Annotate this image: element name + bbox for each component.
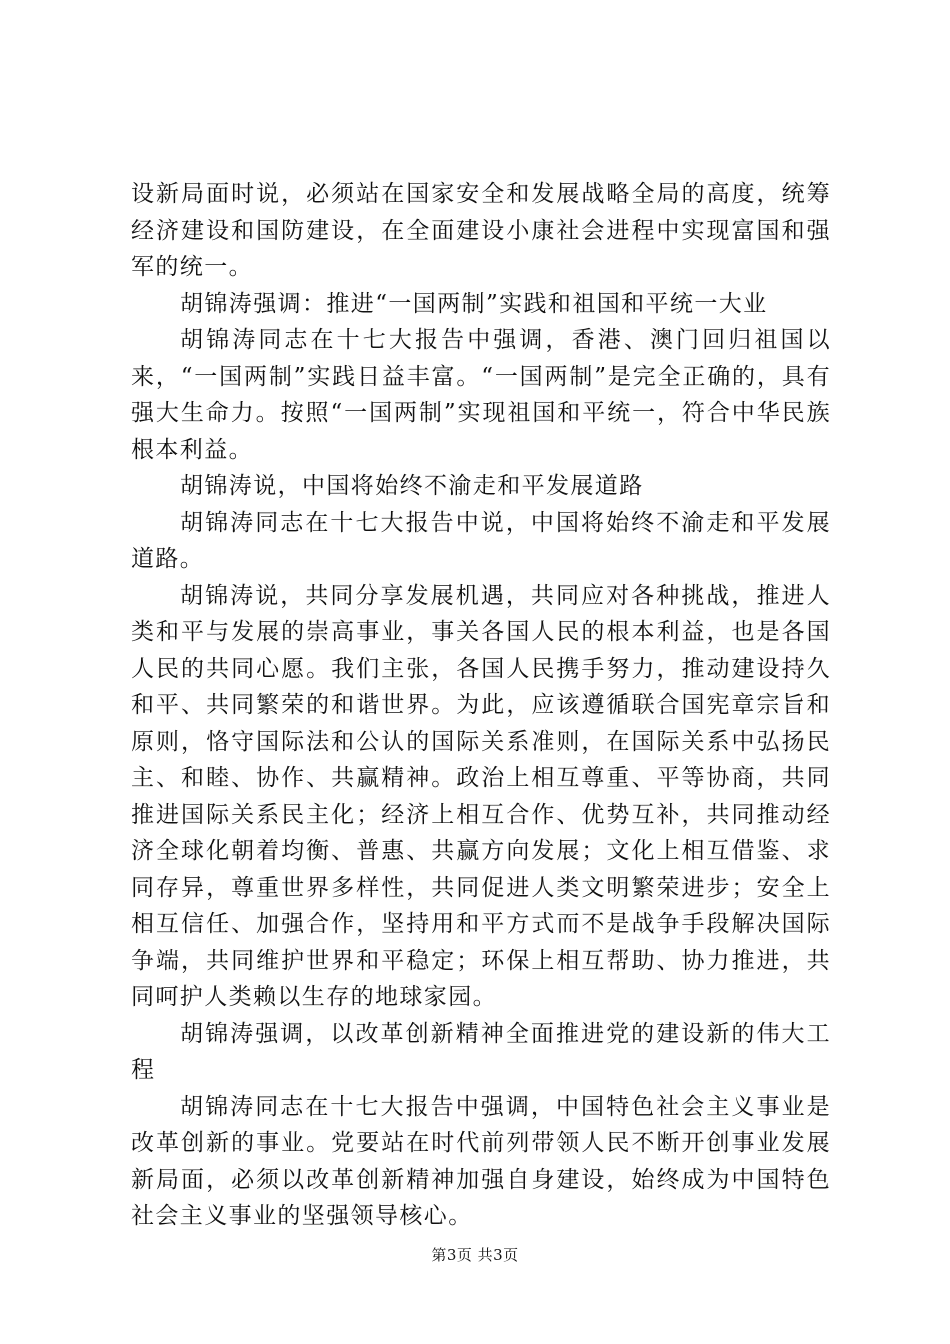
paragraph-peaceful-development: 胡锦涛同志在十七大报告中说，中国将始终不渝走和平发展道路。 [131, 509, 831, 572]
paragraph-harmonious-world: 胡锦涛说，共同分享发展机遇，共同应对各种挑战，推进人类和平与发展的崇高事业，事关各国人民的根本利益，也是各国人民的共同心愿。我们主张，各国人民携手努力，推动建设持久和平、共同繁荣的和谐世界。为此，应该遵循联合国宪章宗旨和原则，恪守国际法和公认的国际关系准则，在国际关系中弘扬民主、和睦、协作、共赢精神。政治上相互尊重、平等协商，共同推进国际关系民主化；经济上相互合作、优势互补，共同推动经济全球化朝着均衡、普惠、共赢方向发展；文化上相互借鉴、求同存异，尊重世界多样性，共同促进人类文明繁荣进步；安全上相互信任、加强合作，坚持用和平方式而不是战争手段解决国际争端，共同维护世界和平稳定；环保上相互帮助、协力推进，共同呵护人类赖以生存的地球家园。 [131, 582, 831, 1010]
document-body [131, 176, 831, 1235]
section-heading-one-country-two-systems: 胡锦涛强调：推进“一国两制”实践和祖国和平统一大业 [180, 290, 768, 317]
section-heading-peaceful-development: 胡锦涛说，中国将始终不渝走和平发展道路 [180, 473, 644, 499]
paragraph-continuation: 设新局面时说，必须站在国家安全和发展战略全局的高度，统筹经济建设和国防建设，在全面建设小康社会进程中实现富国和强军的统一。 [131, 181, 831, 280]
page-number-footer: 第3页 共3页 [431, 1246, 519, 1264]
section-heading-party-building: 胡锦涛强调，以改革创新精神全面推进党的建设新的伟大工程 [131, 1020, 831, 1083]
paragraph-one-country-two-systems: 胡锦涛同志在十七大报告中强调，香港、澳门回归祖国以来，“一国两制”实践日益丰富。“一国两制”是完全正确的，具有强大生命力。按照“一国两制”实现祖国和平统一，符合中华民族根本利益。 [131, 327, 831, 463]
paragraph-party-building: 胡锦涛同志在十七大报告中强调，中国特色社会主义事业是改革创新的事业。党要站在时代前列带领人民不断开创事业发展新局面，必须以改革创新精神加强自身建设，始终成为中国特色社会主义事业的坚强领导核心。 [131, 1093, 831, 1229]
